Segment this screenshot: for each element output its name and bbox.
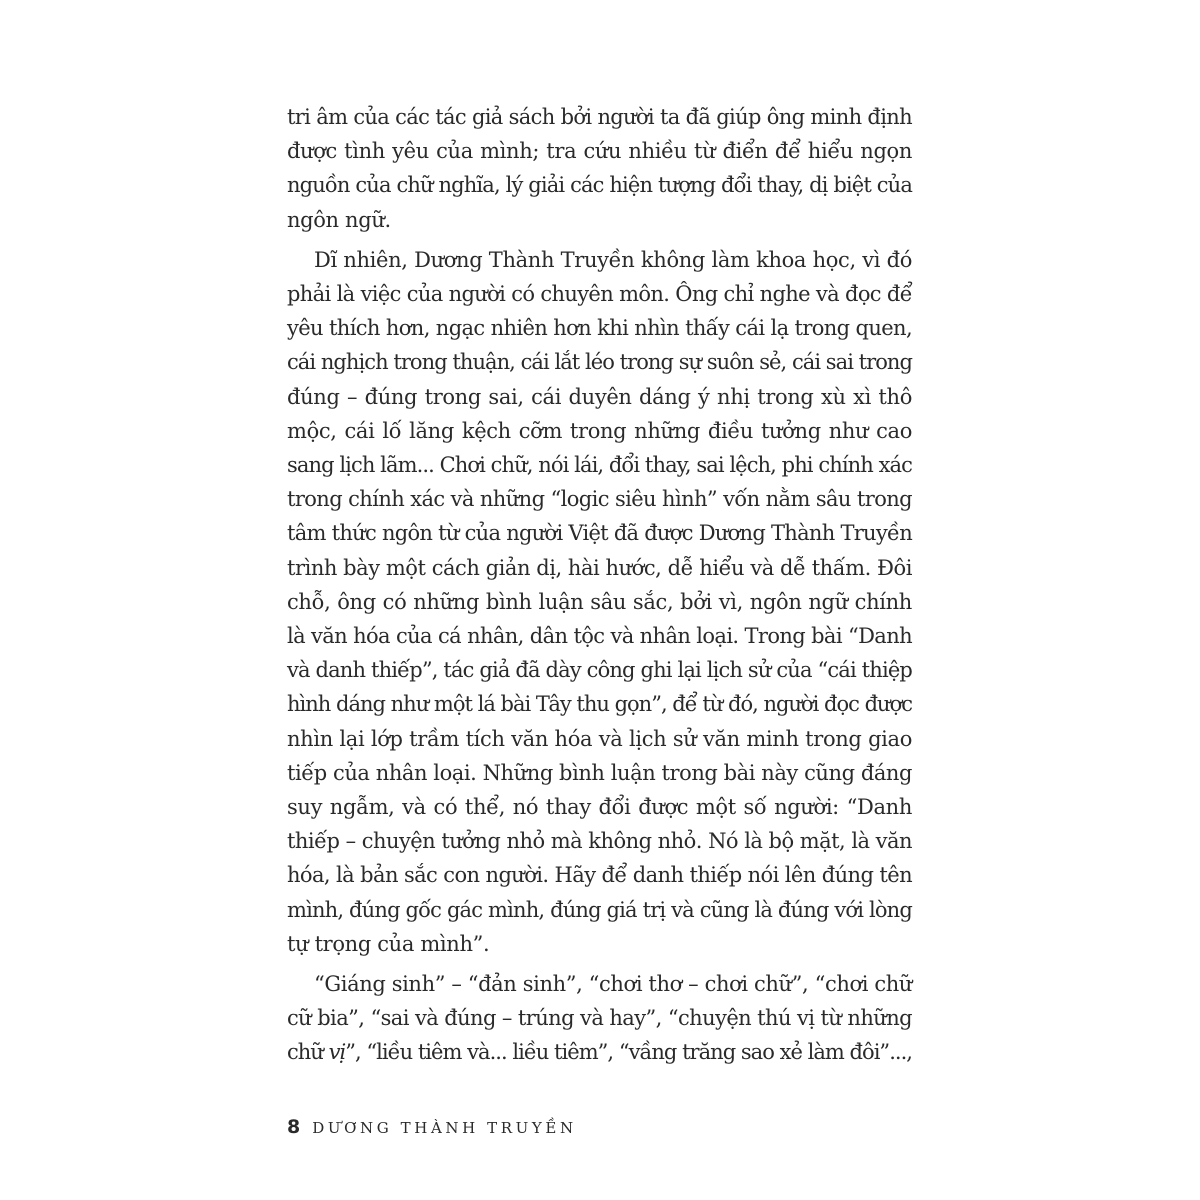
italic-word: vị (328, 1040, 346, 1065)
text-line: tự trọng của mình”. (287, 931, 490, 956)
text-line: trong chính xác và những “logic siêu hình” vốn nằm sâu trong (287, 487, 912, 512)
text-line: nguồn của chữ nghĩa, lý giải các hiện tượng đổi thay, dị biệt của (287, 173, 912, 198)
text-line: suy ngẫm, và có thể, nó thay đổi được một số người: “Danh (287, 795, 912, 820)
text-line: chỗ, ông có những bình luận sâu sắc, bởi vì, ngôn ngữ chính (287, 589, 912, 614)
text-line: tâm thức ngôn từ của người Việt đã được Dương Thành Truyền (287, 521, 912, 546)
page-footer (287, 1116, 577, 1138)
paragraph-3 (287, 967, 912, 1070)
text-line: cái nghịch trong thuận, cái lắt léo trong sự suôn sẻ, cái sai trong (287, 350, 912, 375)
running-head: DƯƠNG THÀNH TRUYỀN (312, 1119, 577, 1137)
page-number: 8 (287, 1116, 301, 1138)
text-line: và danh thiếp”, tác giả đã dày công ghi lại lịch sử của “cái thiệp (287, 658, 912, 683)
text-line: mộc, cái lố lăng kệch cỡm trong những điều tưởng như cao (287, 418, 912, 443)
body-text (287, 100, 912, 1076)
text-line: mình, đúng gốc gác mình, đúng giá trị và cũng là đúng với lòng (287, 897, 912, 922)
text-line: sang lịch lãm... Chơi chữ, nói lái, đổi thay, sai lệch, phi chính xác (287, 453, 912, 478)
text-line: là văn hóa của cá nhân, dân tộc và nhân loại. Trong bài “Danh (287, 624, 912, 649)
text-line: nhìn lại lớp trầm tích văn hóa và lịch sử văn minh trong giao (287, 726, 912, 751)
text-line: hóa, là bản sắc con người. Hãy để danh thiếp nói lên đúng tên (287, 863, 912, 888)
text-line: tiếp của nhân loại. Những bình luận trong bài này cũng đáng (287, 760, 912, 785)
text-line: “Giáng sinh” – “đản sinh”, “chơi thơ – chơi chữ”, “chơi chữ (314, 972, 912, 997)
text-line: trình bày một cách giản dị, hài hước, dễ hiểu và dễ thấm. Đôi (287, 555, 912, 580)
paragraph-1 (287, 100, 912, 237)
paragraph-2 (287, 243, 912, 961)
text-line: hình dáng như một lá bài Tây thu gọn”, để từ đó, người đọc được (287, 692, 912, 717)
text-fragment: chữ (287, 1040, 329, 1065)
text-line: Dĩ nhiên, Dương Thành Truyền không làm khoa học, vì đó (314, 247, 912, 272)
text-line: cữ bia”, “sai và đúng – trúng và hay”, “chuyện thú vị từ những (287, 1006, 912, 1031)
text-line: ngôn ngữ. (287, 207, 391, 232)
text-line: phải là việc của người có chuyên môn. Ông chỉ nghe và đọc để (287, 282, 912, 307)
text-line: thiếp – chuyện tưởng nhỏ mà không nhỏ. Nó là bộ mặt, là văn (287, 829, 912, 854)
text-line: được tình yêu của mình; tra cứu nhiều từ điển để hiểu ngọn (287, 139, 912, 164)
text-line: đúng – đúng trong sai, cái duyên dáng ý nhị trong xù xì thô (287, 384, 912, 409)
text-fragment: ”, “liều tiêm và... liều tiêm”, “vầng trăng sao xẻ làm đôi”..., (345, 1040, 912, 1065)
text-line: yêu thích hơn, ngạc nhiên hơn khi nhìn thấy cái lạ trong quen, (287, 316, 912, 341)
text-line: tri âm của các tác giả sách bởi người ta đã giúp ông minh định (287, 105, 912, 129)
text-line (287, 1035, 912, 1069)
